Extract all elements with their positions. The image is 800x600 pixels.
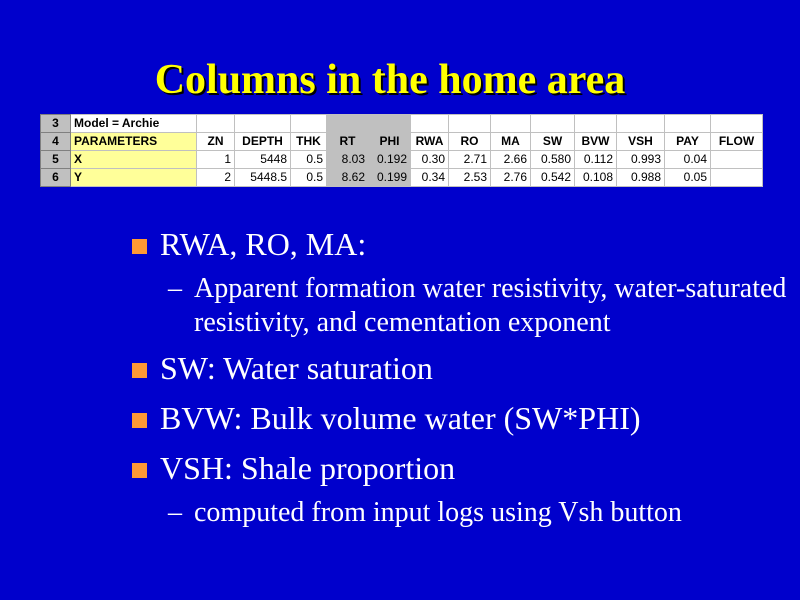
table-cell[interactable] — [617, 115, 665, 133]
bullet-text: SW: Water saturation — [160, 350, 433, 386]
column-header-rwa[interactable]: RWA — [411, 133, 449, 151]
table-cell[interactable]: 0.993 — [617, 151, 665, 169]
table-cell[interactable]: 0.112 — [575, 151, 617, 169]
bullet-item — [130, 226, 790, 262]
table-cell[interactable]: 0.192 — [369, 151, 411, 169]
row-number[interactable]: 4 — [41, 133, 71, 151]
bullet-item — [130, 450, 790, 486]
row-number[interactable]: 5 — [41, 151, 71, 169]
dash-icon: – — [168, 497, 182, 528]
bullet-text: BVW: Bulk volume water (SW*PHI) — [160, 400, 641, 436]
bullet-square-icon — [132, 463, 147, 478]
column-header-bvw[interactable]: BVW — [575, 133, 617, 151]
row-number[interactable]: 3 — [41, 115, 71, 133]
header-label-cell[interactable]: PARAMETERS — [71, 133, 197, 151]
table-cell[interactable] — [449, 115, 491, 133]
table-cell[interactable]: 8.62 — [327, 169, 369, 187]
spreadsheet-table — [40, 114, 763, 187]
table-cell[interactable] — [531, 115, 575, 133]
column-header-depth[interactable]: DEPTH — [235, 133, 291, 151]
row-label-cell[interactable]: X — [71, 151, 197, 169]
table-cell[interactable]: 8.03 — [327, 151, 369, 169]
column-header-pay[interactable]: PAY — [665, 133, 711, 151]
row-number[interactable]: 6 — [41, 169, 71, 187]
table-cell[interactable] — [291, 115, 327, 133]
table-row[interactable] — [41, 151, 763, 169]
table-cell[interactable]: 0.580 — [531, 151, 575, 169]
bullet-text: VSH: Shale proportion — [160, 450, 456, 486]
column-header-zn[interactable]: ZN — [197, 133, 235, 151]
table-cell[interactable] — [711, 115, 763, 133]
table-cell[interactable] — [711, 169, 763, 187]
sub-bullet-text: computed from input logs using Vsh button — [194, 497, 682, 528]
table-cell[interactable]: 0.30 — [411, 151, 449, 169]
table-cell[interactable]: 0.04 — [665, 151, 711, 169]
table-cell[interactable]: 5448 — [235, 151, 291, 169]
model-cell[interactable]: Model = Archie — [71, 115, 197, 133]
slide-title: Columns in the home area — [154, 57, 626, 103]
table-cell[interactable]: 0.34 — [411, 169, 449, 187]
row-label-cell[interactable]: Y — [71, 169, 197, 187]
bullet-square-icon — [132, 413, 147, 428]
table-cell[interactable]: 2.66 — [491, 151, 531, 169]
bullet-text: RWA, RO, MA: — [160, 226, 367, 262]
column-header-sw[interactable]: SW — [531, 133, 575, 151]
column-header-flow[interactable]: FLOW — [711, 133, 763, 151]
bullet-item — [130, 350, 790, 386]
table-cell[interactable]: 0.988 — [617, 169, 665, 187]
table-cell[interactable]: 2.53 — [449, 169, 491, 187]
column-header-rt[interactable]: RT — [327, 133, 369, 151]
table-cell[interactable]: 2.76 — [491, 169, 531, 187]
column-header-thk[interactable]: THK — [291, 133, 327, 151]
sub-bullet-text: Apparent formation water resistivity, water-saturated resistivity, and cementation exponent — [194, 273, 787, 338]
table-cell[interactable] — [711, 151, 763, 169]
column-header-ma[interactable]: MA — [491, 133, 531, 151]
table-cell[interactable] — [575, 115, 617, 133]
table-cell[interactable] — [411, 115, 449, 133]
table-cell[interactable]: 0.5 — [291, 151, 327, 169]
table-cell[interactable] — [491, 115, 531, 133]
table-cell[interactable] — [665, 115, 711, 133]
column-header-vsh[interactable]: VSH — [617, 133, 665, 151]
column-header-ro[interactable]: RO — [449, 133, 491, 151]
table-cell[interactable]: 0.199 — [369, 169, 411, 187]
column-header-phi[interactable]: PHI — [369, 133, 411, 151]
table-cell[interactable]: 2.71 — [449, 151, 491, 169]
sub-bullet-item — [130, 496, 790, 530]
bullet-square-icon — [132, 239, 147, 254]
table-cell[interactable] — [327, 115, 369, 133]
sub-bullet-item — [130, 272, 790, 340]
table-cell[interactable] — [197, 115, 235, 133]
table-row[interactable] — [41, 169, 763, 187]
table-cell[interactable] — [235, 115, 291, 133]
table-cell[interactable]: 2 — [197, 169, 235, 187]
bullet-square-icon — [132, 363, 147, 378]
table-cell[interactable]: 0.108 — [575, 169, 617, 187]
table-header-row[interactable] — [41, 133, 763, 151]
dash-icon: – — [168, 273, 182, 304]
bullet-list — [130, 226, 790, 540]
table-cell[interactable]: 5448.5 — [235, 169, 291, 187]
bullet-item — [130, 400, 790, 436]
table-cell[interactable]: 0.542 — [531, 169, 575, 187]
table-cell[interactable] — [369, 115, 411, 133]
table-cell[interactable]: 0.05 — [665, 169, 711, 187]
table-cell[interactable]: 1 — [197, 151, 235, 169]
table-row[interactable] — [41, 115, 763, 133]
table-cell[interactable]: 0.5 — [291, 169, 327, 187]
